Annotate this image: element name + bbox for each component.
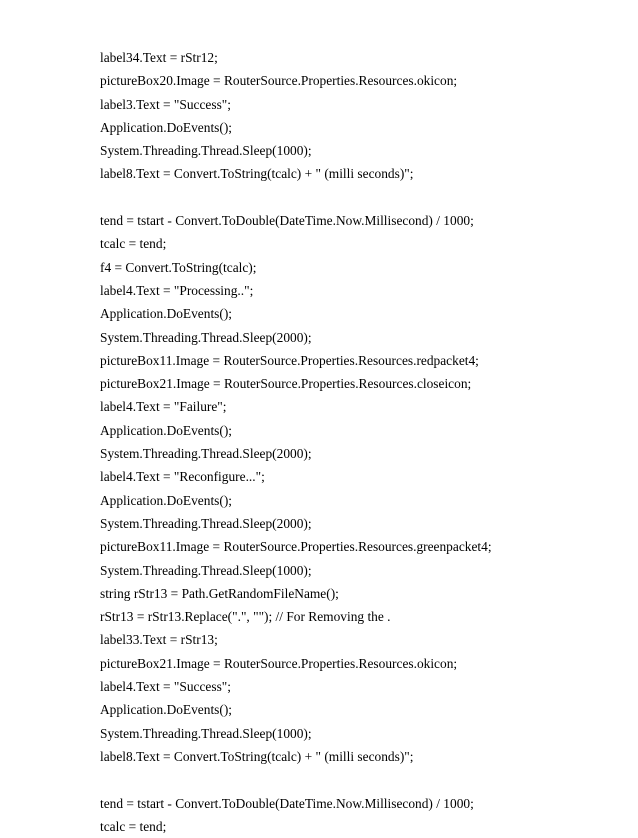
code-line: tcalc = tend; bbox=[100, 236, 167, 252]
code-line: label4.Text = "Failure"; bbox=[100, 399, 227, 415]
code-line: label8.Text = Convert.ToString(tcalc) + " (milli seconds)"; bbox=[100, 748, 414, 764]
code-line: pictureBox11.Image = RouterSource.Properties.Resources.greenpacket4; bbox=[100, 539, 492, 555]
code-line: label4.Text = "Success"; bbox=[100, 679, 231, 695]
code-line: System.Threading.Thread.Sleep(1000); bbox=[100, 725, 312, 741]
code-line: System.Threading.Thread.Sleep(2000); bbox=[100, 329, 312, 345]
code-line: label8.Text = Convert.ToString(tcalc) + " (milli seconds)"; bbox=[100, 166, 414, 182]
code-line: System.Threading.Thread.Sleep(2000); bbox=[100, 515, 312, 531]
code-line: tend = tstart - Convert.ToDouble(DateTime.Now.Millisecond) / 1000; bbox=[100, 213, 474, 229]
code-line: pictureBox20.Image = RouterSource.Properties.Resources.okicon; bbox=[100, 73, 458, 89]
code-line: System.Threading.Thread.Sleep(1000); bbox=[100, 143, 312, 159]
code-line: string rStr13 = Path.GetRandomFileName(); bbox=[100, 585, 339, 601]
code-line: pictureBox21.Image = RouterSource.Properties.Resources.closeicon; bbox=[100, 376, 472, 392]
code-line: System.Threading.Thread.Sleep(2000); bbox=[100, 446, 312, 462]
code-line: pictureBox11.Image = RouterSource.Properties.Resources.redpacket4; bbox=[100, 352, 479, 368]
code-line: tcalc = tend; bbox=[100, 818, 167, 834]
code-line: label33.Text = rStr13; bbox=[100, 632, 218, 648]
code-line: label3.Text = "Success"; bbox=[100, 96, 231, 112]
code-line: f4 = Convert.ToString(tcalc); bbox=[100, 259, 257, 275]
blank-line bbox=[100, 768, 620, 791]
code-line: Application.DoEvents(); bbox=[100, 119, 233, 135]
blank-line bbox=[100, 186, 620, 209]
code-line: tend = tstart - Convert.ToDouble(DateTime.Now.Millisecond) / 1000; bbox=[100, 795, 474, 811]
code-line: Application.DoEvents(); bbox=[100, 422, 233, 438]
code-line: Application.DoEvents(); bbox=[100, 702, 233, 718]
code-line: Application.DoEvents(); bbox=[100, 306, 233, 322]
code-listing bbox=[100, 46, 620, 838]
code-line: System.Threading.Thread.Sleep(1000); bbox=[100, 562, 312, 578]
code-line: Application.DoEvents(); bbox=[100, 492, 233, 508]
code-line: label4.Text = "Reconfigure..."; bbox=[100, 469, 265, 485]
code-line: rStr13 = rStr13.Replace(".", ""); // For Removing the . bbox=[100, 609, 391, 625]
code-line: label4.Text = "Processing.."; bbox=[100, 282, 254, 298]
code-line: label34.Text = rStr12; bbox=[100, 50, 218, 65]
code-line: pictureBox21.Image = RouterSource.Properties.Resources.okicon; bbox=[100, 655, 458, 671]
